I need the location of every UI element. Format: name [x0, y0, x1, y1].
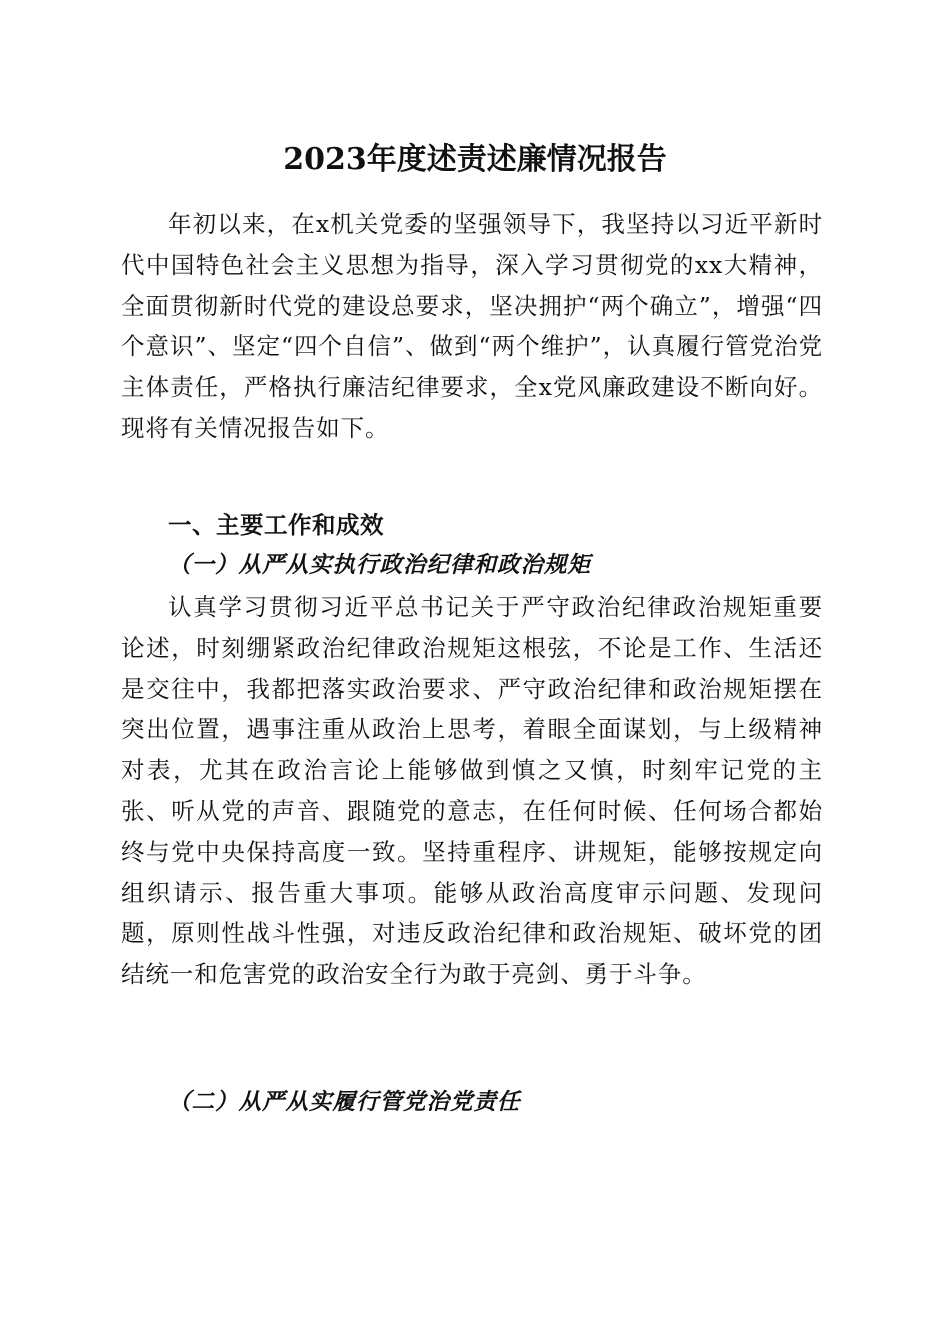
section-heading-1: 一、主要工作和成效: [168, 511, 384, 539]
subsection-1-paragraph: 认真学习贯彻习近平总书记关于严守政治纪律政治规矩重要论述，时刻绷紧政治纪律政治规矩这根弦，不论是工作、生活还是交往中，我都把落实政治要求、严守政治纪律和政治规矩摆在突出位置，遇事注重从政治上思考，着眼全面谋划，与上级精神对表，尤其在政治言论上能够做到慎之又慎，时刻牢记党的主张、听从党的声音、跟随党的意志，在任何时候、任何场合都始终与党中央保持高度一致。坚持重程序、讲规矩，能够按规定向组织请示、报告重大事项。能够从政治高度审示问题、发现问题，原则性战斗性强，对违反政治纪律和政治规矩、破坏党的团结统一和危害党的政治安全行为敢于亮剑、勇于斗争。: [121, 593, 823, 989]
document-title: 2023年度述责述廉情况报告: [283, 142, 667, 177]
intro-paragraph: 年初以来，在x机关党委的坚强领导下，我坚持以习近平新时代中国特色社会主义思想为指导，深入学习贯彻党的xx大精神，全面贯彻新时代党的建设总要求，坚决拥护“两个确立”，增强“四个意识”、坚定“四个自信”、做到“两个维护”，认真履行管党治党主体责任，严格执行廉洁纪律要求，全x党风廉政建设不断向好。现将有关情况报告如下。: [121, 210, 823, 442]
subsection-heading-2: （二）从严从实履行管党治党责任: [168, 1089, 521, 1115]
subsection-heading-1: （一）从严从实执行政治纪律和政治规矩: [168, 552, 592, 578]
